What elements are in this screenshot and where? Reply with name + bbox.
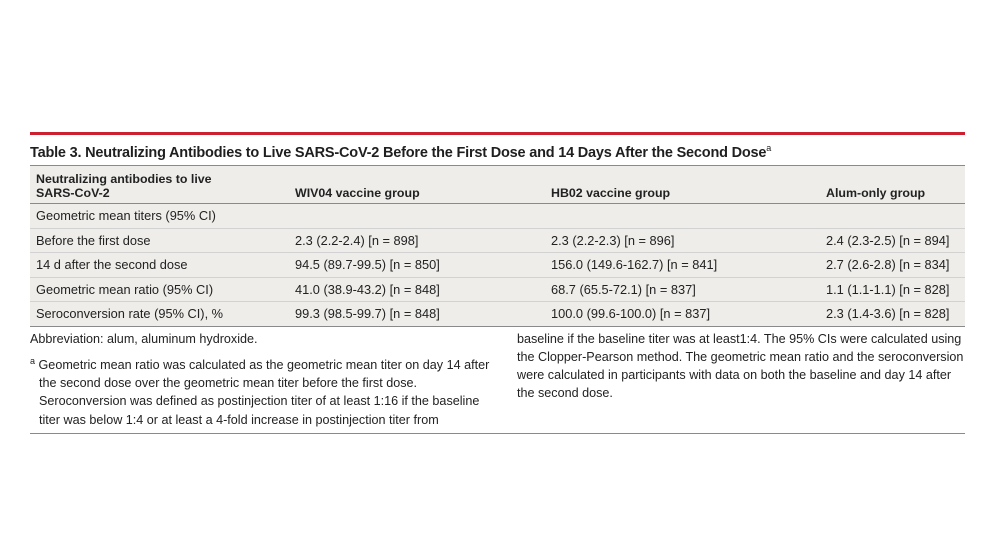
cell-wiv04: 2.3 (2.2-2.4) [n = 898] — [289, 228, 545, 253]
footnote-a-mark: a — [30, 355, 36, 366]
cell-wiv04: 94.5 (89.7-99.5) [n = 850] — [289, 253, 545, 278]
footnotes-left-column — [30, 330, 500, 429]
table-title — [30, 135, 965, 165]
footnote-a-text: Geometric mean ratio was calculated as the geometric mean titer on day 14 after the second dose over the geometric mean titer before the first dose. Seroconversion was defined as postinjection titer of at least 1:16 if the baseline titer was below 1:4 or at least a 4-fold increase in postinjection titer from — [38, 357, 490, 427]
table-row — [30, 277, 965, 302]
row-label: Geometric mean titers (95% CI) — [30, 204, 289, 229]
header-wiv04-group: WIV04 vaccine group — [289, 166, 545, 204]
bottom-rule — [30, 433, 965, 434]
data-table — [30, 165, 965, 327]
table-row — [30, 253, 965, 278]
header-row — [30, 166, 965, 204]
title-footnote-mark: a — [766, 143, 772, 153]
table-title-text: Table 3. Neutralizing Antibodies to Live SARS-CoV-2 Before the First Dose and 14 Days After the Second Dose — [30, 144, 767, 161]
cell-hb02 — [545, 204, 820, 229]
cell-hb02: 156.0 (149.6-162.7) [n = 841] — [545, 253, 820, 278]
cell-alum — [820, 204, 965, 229]
cell-hb02: 100.0 (99.6-100.0) [n = 837] — [545, 302, 820, 327]
cell-alum: 2.4 (2.3-2.5) [n = 894] — [820, 228, 965, 253]
table-figure — [30, 132, 965, 434]
cell-hb02: 68.7 (65.5-72.1) [n = 837] — [545, 277, 820, 302]
footnotes-right-column — [517, 330, 967, 403]
cell-alum: 2.7 (2.6-2.8) [n = 834] — [820, 253, 965, 278]
header-row-label — [30, 166, 289, 204]
header-hb02-group: HB02 vaccine group — [545, 166, 820, 204]
table-row — [30, 228, 965, 253]
header-alum-only-group: Alum-only group — [820, 166, 965, 204]
header-row-label-line1: Neutralizing antibodies to live — [36, 172, 212, 186]
cell-alum: 1.1 (1.1-1.1) [n = 828] — [820, 277, 965, 302]
footnote-a-continued: baseline if the baseline titer was at least1:4. The 95% CIs were calculated using the Clopper-Pearson method. The geometric mean ratio and the seroconversion were calculated in participants with data on both the baseline and day 14 after the second dose. — [517, 331, 964, 401]
header-row-label-line2: SARS-CoV-2 — [36, 186, 110, 200]
abbreviation-note: Abbreviation: alum, aluminum hydroxide. — [30, 331, 258, 346]
table-row — [30, 302, 965, 327]
table-row — [30, 204, 965, 229]
row-label: Seroconversion rate (95% CI), % — [30, 302, 289, 327]
cell-alum: 2.3 (1.4-3.6) [n = 828] — [820, 302, 965, 327]
table-footnotes — [30, 327, 965, 433]
row-label: 14 d after the second dose — [30, 253, 289, 278]
cell-wiv04: 41.0 (38.9-43.2) [n = 848] — [289, 277, 545, 302]
row-label: Before the first dose — [30, 228, 289, 253]
cell-hb02: 2.3 (2.2-2.3) [n = 896] — [545, 228, 820, 253]
row-label: Geometric mean ratio (95% CI) — [30, 277, 289, 302]
footnote-a — [30, 352, 500, 429]
cell-wiv04 — [289, 204, 545, 229]
cell-wiv04: 99.3 (98.5-99.7) [n = 848] — [289, 302, 545, 327]
